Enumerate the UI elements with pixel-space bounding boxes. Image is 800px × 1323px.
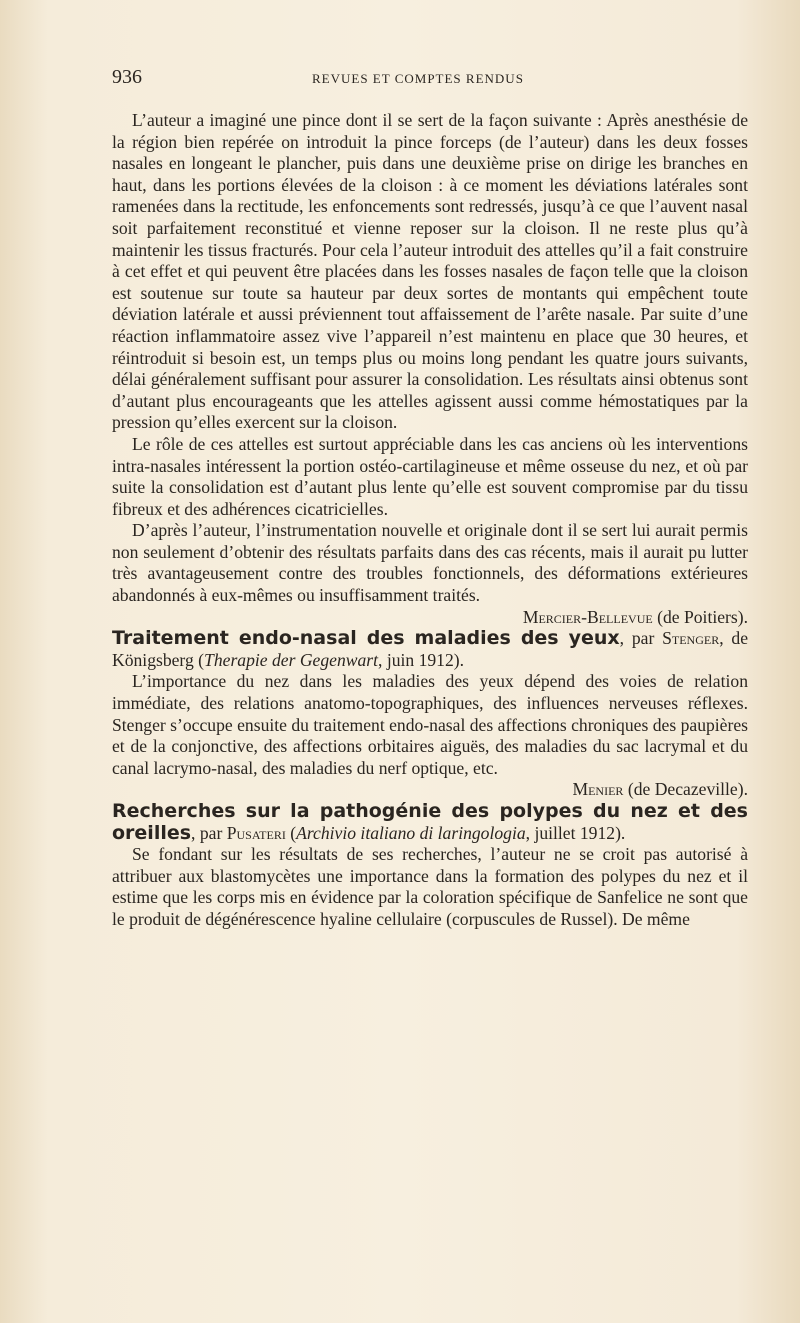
article3-date: , juillet 1912). <box>525 822 626 843</box>
article3-author: Pusateri <box>226 822 286 843</box>
running-title: REVUES ET COMPTES RENDUS <box>312 71 524 86</box>
article1-paragraph-2: Le rôle de ces attelles est surtout appréciable dans les cas anciens où les interventions intra-nasales intéressent la portion ostéo-cartilagineuse et même osseuse du nez, et où par suite la consolidation est d’autant plus lente qu’elle est souvent compromise par du tissu fibreux et des adhérences cicatricielles. <box>112 433 748 519</box>
article2-date: , juin 1912). <box>378 649 465 670</box>
article2-journal: Therapie der Gegenwart <box>204 649 379 670</box>
article2-author: Stenger <box>662 628 720 649</box>
signature-place: (de Decazeville). <box>627 779 748 800</box>
page-header <box>112 66 752 90</box>
page-number: 936 <box>112 66 142 88</box>
signature-name: Menier <box>572 779 624 800</box>
body-text <box>112 110 748 931</box>
signature-name: Mercier-Bellevue <box>522 606 653 627</box>
article2-signature <box>112 779 748 801</box>
article1-paragraph-3: D’après l’auteur, l’instrumentation nouvelle et originale dont il se sert lui aurait permis non seulement d’obtenir des résultats parfaits dans des cas récents, mais il aurait pu lutter très avantageusement contre des troubles fonctionnels, des déformations extérieures abandonnés à eux-mêmes ou insuffisamment traités. <box>112 520 748 606</box>
article3-by: , par <box>191 822 223 843</box>
article3-paragraph-1: Se fondant sur les résultats de ses recherches, l’auteur ne se croit pas autorisé à attribuer aux blastomycètes une importance dans la formation des polypes du nez et il estime que les corps mis en évidence par la coloration spécifique de Sanfelice ne sont que le produit de dégénérescence hyaline cellulaire (corpuscules de Russel). De même <box>112 844 748 929</box>
article2-heading <box>112 628 748 671</box>
article2-title: Traitement endo-nasal des maladies des yeux <box>112 627 620 650</box>
signature-place: (de Poitiers). <box>657 606 748 627</box>
article1-paragraph-1: L’auteur a imaginé une pince dont il se sert de la façon suivante : Après anesthésie de la région bien repérée on introduit la pince forceps (de l’auteur) dans les deux fosses nasales en longeant le plancher, puis dans une deuxième prise on dirige les branches en haut, dans les portions élevées de la cloison : à ce moment les déviations latérales sont ramenées dans la rectitude, les enfoncements sont redressés, jusqu’à ce que l’auvent nasal soit parfaitement reconstitué et vienne reposer sur la cloison. Il ne reste plus qu’à maintenir les tissus fracturés. Pour cela l’auteur introduit des attelles qu’il a fait construire à cet effet et qui peuvent être placées dans les fosses nasales de façon telle que la cloison est soutenue sur toute sa hauteur par deux sortes de montants qui empêchent toute déviation latérale et aussi préviennent tout affaissement de l’arête nasale. Par suite d’une réaction inflammatoire assez vive l’appareil n’est maintenu en place que 30 heures, et réintroduit si besoin est, un temps plus ou moins long pendant les quatre jours suivants, délai généralement suffisant pour assurer la consolidation. Les résultats ainsi obtenus sont d’autant plus encourageants que les attelles agissent aussi comme hémostatiques par la pression qu’elles exercent sur la cloison. <box>112 110 748 433</box>
article2-paragraph-1: L’importance du nez dans les maladies des yeux dépend des voies de relation immédiate, des relations anatomo-topographiques, des influences nerveuses réflexes. Stenger s’occupe ensuite du traitement endo-nasal des affections chroniques des paupières et de la conjonctive, des affections orbitaires aiguës, des maladies du sac lacrymal et du canal lacrymo-nasal, des maladies du nerf optique, etc. <box>112 671 748 778</box>
article2-by: , par <box>619 628 655 649</box>
article3-heading <box>112 801 748 844</box>
article3-title: Recherches sur la pathogénie des polypes du nez et des oreilles <box>112 800 748 844</box>
article3-journal: Archivio italiano di laringologia <box>296 822 526 843</box>
article1-signature <box>112 607 748 629</box>
article3-open: ( <box>285 822 297 843</box>
article2-of: , de Königsberg ( <box>112 628 749 670</box>
